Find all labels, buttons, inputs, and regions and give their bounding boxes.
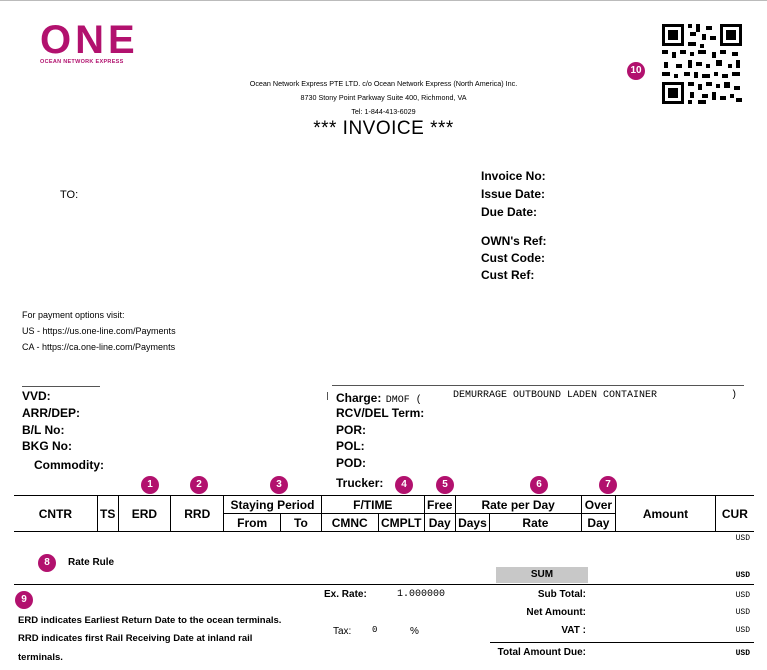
page-top-border — [0, 0, 767, 1]
row-currency: USD — [735, 534, 750, 543]
company-address: 8730 Stony Point Parkway Suite 400, Richmond, VA — [300, 93, 467, 102]
one-logo — [40, 18, 155, 72]
demurrage-table — [14, 495, 754, 532]
col-over: Over — [581, 496, 616, 514]
due-date-label: Due Date: — [481, 205, 538, 219]
payment-link-us[interactable]: US - https://us.one-line.com/Payments — [22, 326, 176, 336]
col-erd: ERD — [118, 496, 171, 532]
charge-label: Charge: — [336, 391, 382, 405]
badge-6: 6 — [530, 476, 548, 494]
badge-8: 8 — [38, 554, 56, 572]
badge-1: 1 — [141, 476, 159, 494]
payment-link-ca[interactable]: CA - https://ca.one-line.com/Payments — [22, 342, 176, 352]
owns-ref-label: OWN's Ref: — [481, 234, 547, 248]
charge-code: DMOF ( — [385, 395, 422, 406]
qr-code — [660, 22, 744, 106]
bl-no-label: B/L No: — [22, 423, 65, 437]
note-erd: ERD indicates Earliest Return Date to the ocean terminals. — [18, 615, 282, 626]
col-rrd: RRD — [171, 496, 224, 532]
ex-rate-label: Ex. Rate: — [324, 589, 367, 600]
badge-10: 10 — [627, 62, 645, 80]
col-free: Free — [424, 496, 455, 514]
sum-divider — [14, 584, 754, 585]
col-staying-period: Staying Period — [224, 496, 322, 514]
vvd-label: VVD: — [22, 389, 51, 403]
net-amount-currency: USD — [735, 608, 750, 617]
por-label: POR: — [336, 423, 366, 437]
logo-letter-n: N — [75, 18, 106, 62]
col-cmplt: CMPLT — [378, 514, 424, 532]
sum-currency: USD — [735, 571, 750, 580]
col-ts: TS — [97, 496, 118, 532]
tax-unit: % — [410, 626, 419, 637]
charge-row — [336, 389, 422, 407]
commodity-label: Commodity: — [34, 458, 104, 472]
net-amount-label: Net Amount: — [526, 607, 586, 618]
sub-total-label: Sub Total: — [537, 589, 586, 600]
issue-date-label: Issue Date: — [481, 187, 546, 201]
invoice-title: *** INVOICE *** — [313, 118, 454, 139]
tax-value: 0 — [372, 625, 378, 635]
note-rrd-cont: terminals. — [18, 652, 63, 663]
charge-close-paren: ) — [731, 390, 738, 401]
col-free-day: Day — [424, 514, 455, 532]
pol-label: POL: — [336, 439, 365, 453]
col-amount: Amount — [616, 496, 716, 532]
badge-4: 4 — [395, 476, 413, 494]
cust-code-label: Cust Code: — [481, 251, 545, 265]
vvd-line — [22, 386, 100, 387]
tax-label: Tax: — [333, 626, 352, 637]
col-cntr: CNTR — [14, 496, 97, 532]
charge-description: DEMURRAGE OUTBOUND LADEN CONTAINER — [453, 390, 658, 401]
logo-letter-e: E — [108, 18, 136, 62]
col-rate-per-day: Rate per Day — [455, 496, 581, 514]
col-from: From — [224, 514, 281, 532]
badge-9: 9 — [15, 591, 33, 609]
col-over-day: Day — [581, 514, 616, 532]
company-name: Ocean Network Express PTE LTD. c/o Ocean Network Express (North America) Inc. — [249, 79, 518, 88]
vat-label: VAT : — [561, 625, 586, 636]
badge-7: 7 — [599, 476, 617, 494]
ex-rate-value: 1.000000 — [397, 589, 446, 600]
sub-total-currency: USD — [735, 591, 750, 600]
charge-tick — [327, 392, 328, 400]
total-divider — [490, 642, 754, 643]
rcv-del-term-label: RCV/DEL Term: — [336, 406, 425, 420]
note-rrd: RRD indicates first Rail Receiving Date at inland rail — [18, 633, 253, 644]
sum-header: SUM — [496, 567, 588, 583]
trucker-label: Trucker: — [336, 476, 384, 490]
col-ftime: F/TIME — [321, 496, 424, 514]
badge-3: 3 — [270, 476, 288, 494]
total-amount-due-label: Total Amount Due: — [497, 647, 586, 658]
vat-currency: USD — [735, 626, 750, 635]
col-rate: Rate — [490, 514, 581, 532]
pod-label: POD: — [336, 456, 366, 470]
logo-letter-o: O — [40, 18, 73, 62]
total-amount-due-currency: USD — [735, 649, 750, 658]
rate-rule-label: Rate Rule — [68, 557, 115, 568]
logo-tagline: OCEAN NETWORK EXPRESS — [40, 59, 124, 65]
badge-2: 2 — [190, 476, 208, 494]
cust-ref-label: Cust Ref: — [481, 268, 535, 282]
to-label: TO: — [60, 189, 79, 201]
payment-heading: For payment options visit: — [22, 310, 125, 320]
col-days: Days — [455, 514, 490, 532]
col-to: To — [281, 514, 322, 532]
bkg-no-label: BKG No: — [22, 439, 72, 453]
company-phone: Tel: 1-844-413-6029 — [351, 107, 416, 116]
col-cmnc: CMNC — [321, 514, 378, 532]
charge-line — [332, 385, 744, 386]
col-cur: CUR — [715, 496, 754, 532]
invoice-no-label: Invoice No: — [481, 169, 546, 183]
badge-5: 5 — [436, 476, 454, 494]
arr-dep-label: ARR/DEP: — [22, 406, 81, 420]
